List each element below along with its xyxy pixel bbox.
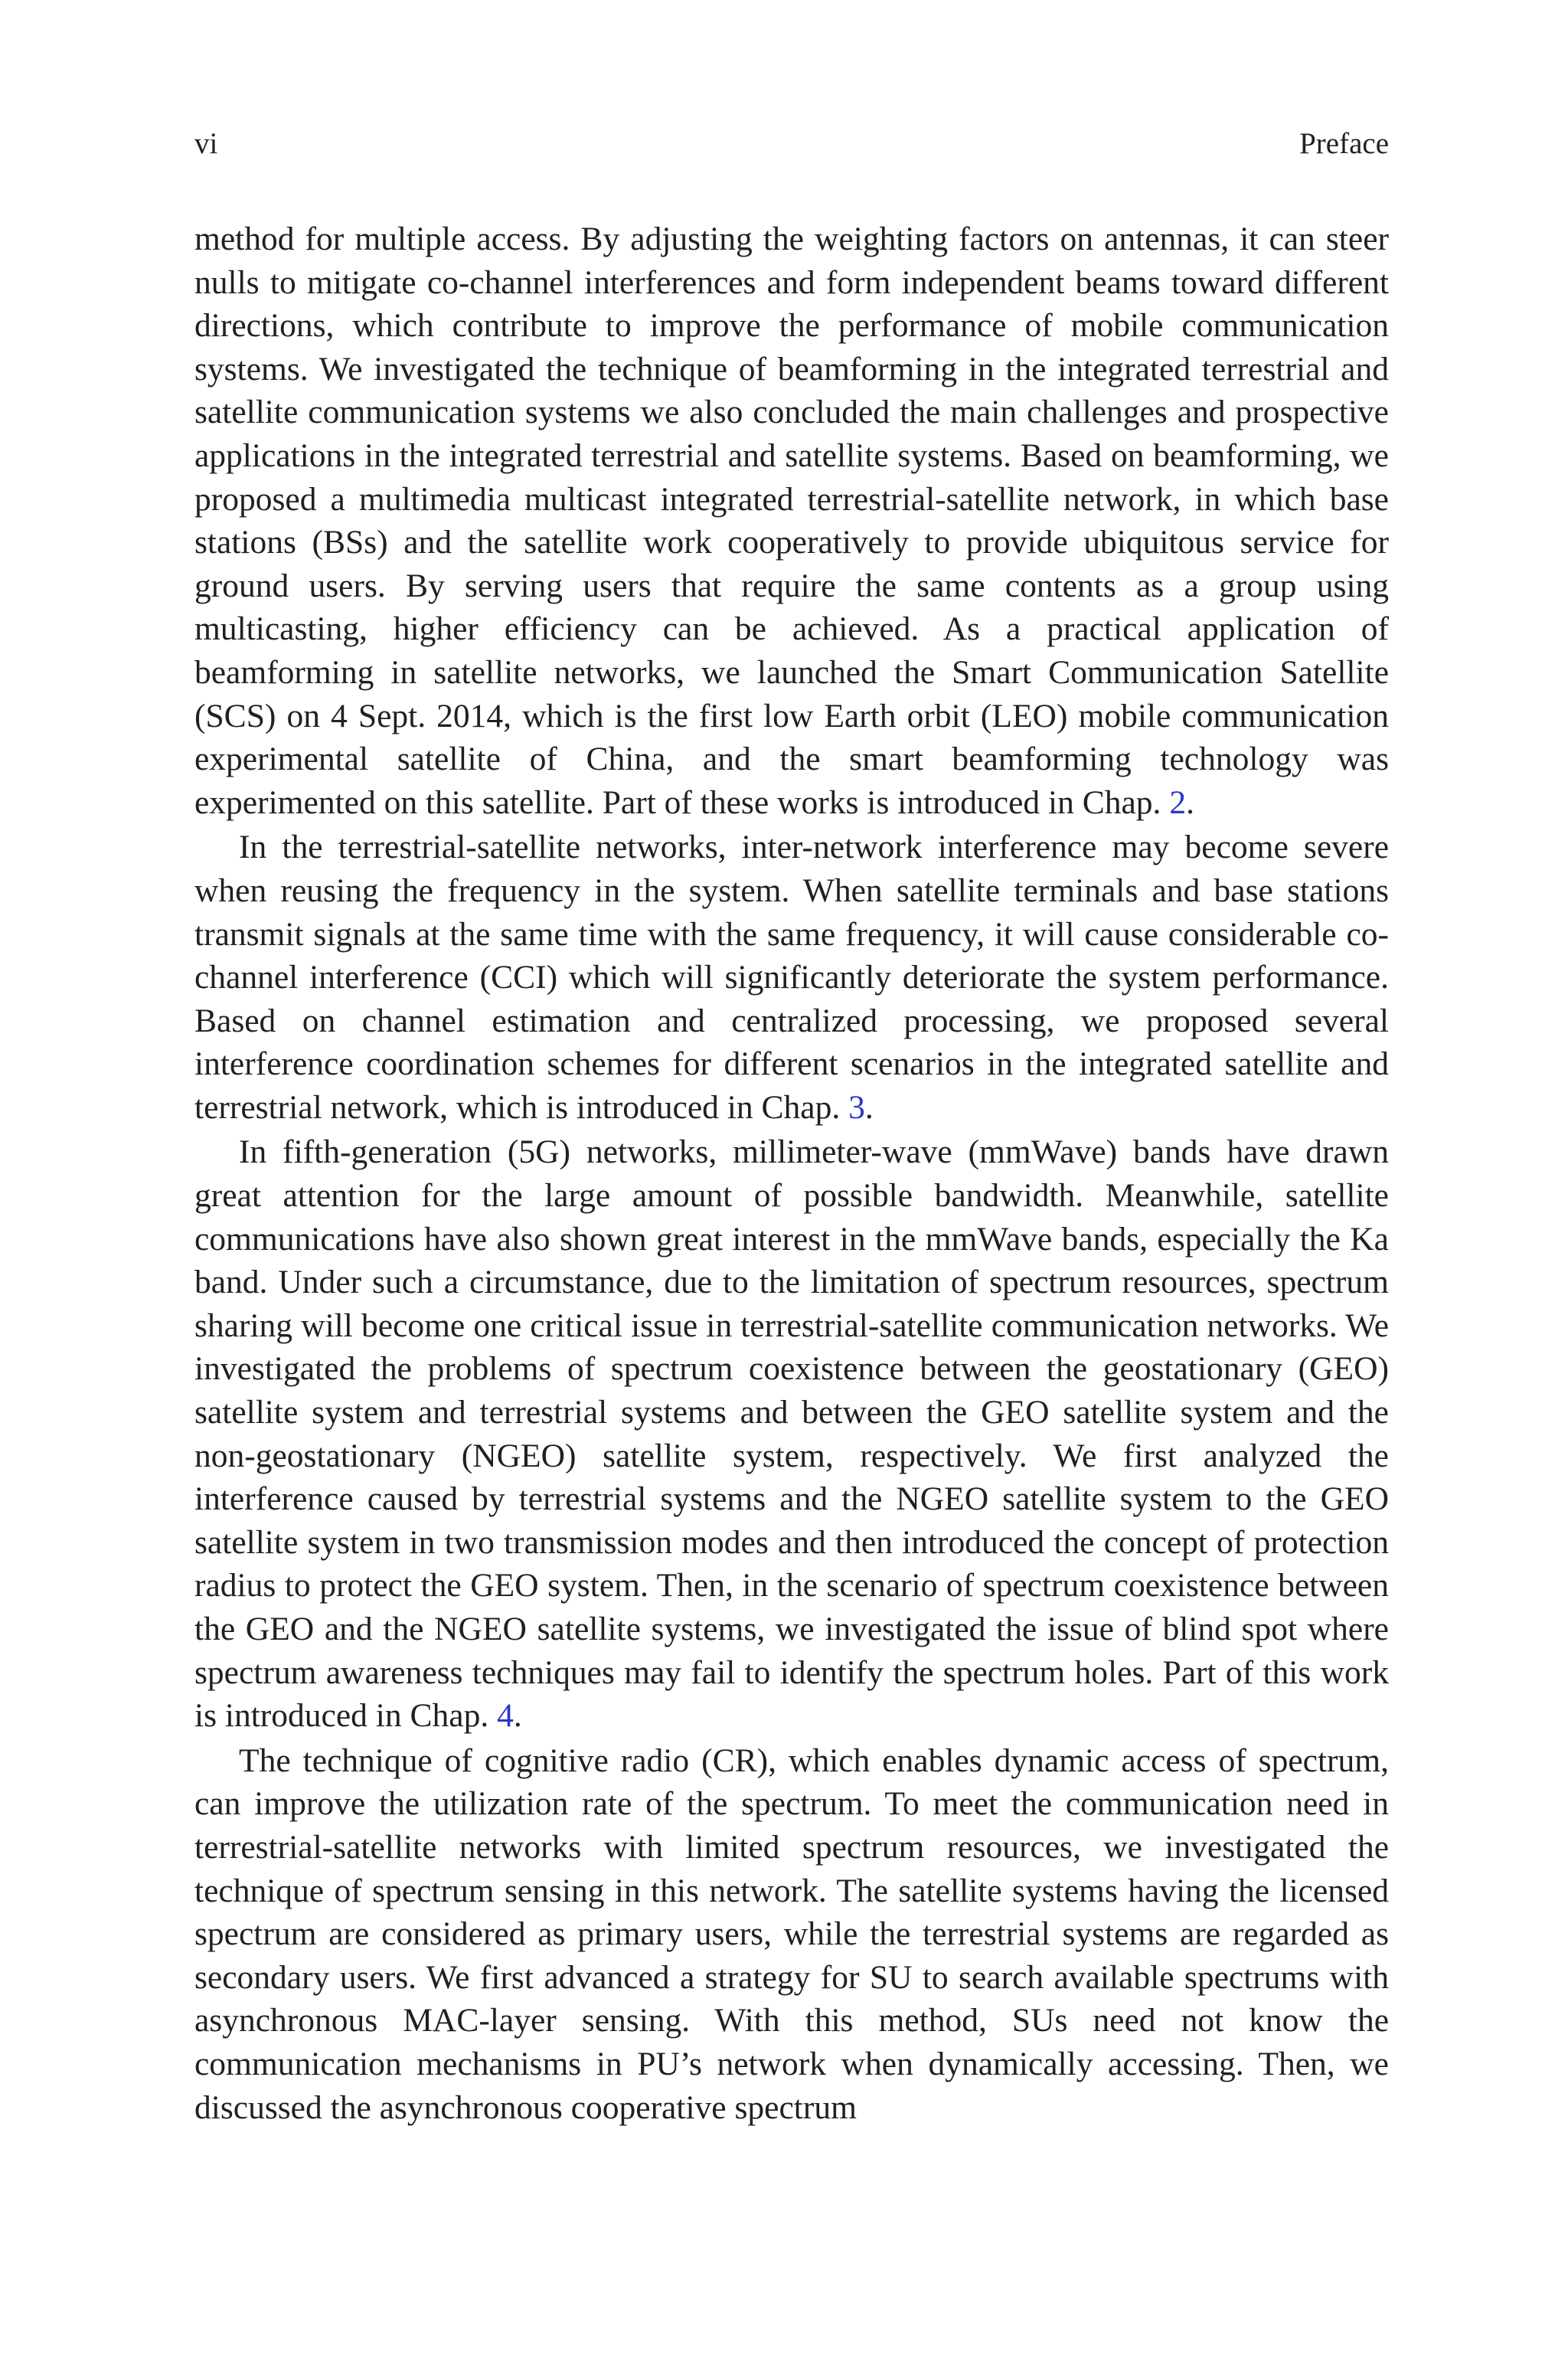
paragraph-text-end: . [864,1088,874,1126]
paragraph-text: In fifth-generation (5G) networks, millimeter-wave (mmWave) bands have drawn great attention for the large amount of possible bandwidth. Meanwhile, satellite communications have also shown great interest in the mmWave bands, especially the Ka band. Under such a circumstance, due to the limitation of spectrum resources, spectrum sharing will become one critical issue in terrestrial-satellite communication networks. We investigated the problems of spectrum coexistence between the geostationary (GEO) satellite system and terrestrial systems and between the GEO satellite system and the non-geostationary (NGEO) satellite system, respectively. We first analyzed the interference caused by terrestrial systems and the NGEO satellite system to the GEO satellite system in two transmission modes and then introduced the concept of protection radius to protect the GEO system. Then, in the scenario of spectrum coexistence between the GEO and the NGEO satellite systems, we investigated the issue of blind spot where spectrum awareness techniques may fail to identify the spectrum holes. Part of this work is introduced in Chap. [194,1133,1389,1735]
paragraph-beamforming [194,218,1389,824]
running-header [194,123,1389,165]
paragraph-text: The technique of cognitive radio (CR), which enables dynamic access of spectrum, can improve the utilization rate of the spectrum. To meet the communication need in terrestrial-satellite networks with limited spectrum resources, we investigated the technique of spectrum sensing in this network. The satellite systems having the licensed spectrum are considered as primary users, while the terrestrial systems are regarded as secondary users. We first advanced a strategy for SU to search available spectrums with asynchronous MAC-layer sensing. With this method, SUs need not know the communication mechanisms in PU’s network when dynamically accessing. Then, we discussed the asynchronous cooperative spectrum [194,1742,1389,2126]
page-number: vi [194,127,218,160]
chapter-link-3[interactable]: 3 [848,1088,865,1126]
chapter-link-4[interactable]: 4 [497,1697,514,1735]
running-title: Preface [1299,127,1389,160]
paragraph-text: In the terrestrial-satellite networks, inter-network interference may become severe when reusing the frequency in the system. When satellite terminals and base stations transmit signals at the same time with the same frequency, it will cause considerable co-channel interference (CCI) which will significantly deteriorate the system performance. Based on channel estimation and centralized processing, we proposed several interference coordination schemes for different scenarios in the integrated satellite and terrestrial network, which is introduced in Chap. [194,829,1389,1126]
body-text [194,218,1389,2131]
paragraph-spectrum-sharing [194,1130,1389,1737]
chapter-link-2[interactable]: 2 [1169,783,1187,821]
paragraph-cognitive-radio [194,1739,1389,2129]
paragraph-interference [194,826,1389,1129]
paragraph-text-end: . [513,1697,522,1735]
paragraph-text: method for multiple access. By adjusting the weighting factors on antennas, it can steer nulls to mitigate co-channel interferences and form independent beams toward different directions, which contribute to improve the performance of mobile communication systems. We investigated the technique of beamforming in the integrated terrestrial and satellite communication systems we also concluded the main challenges and prospective applications in the integrated terrestrial and satellite systems. Based on beamforming, we proposed a multimedia multicast integrated terrestrial-satellite network, in which base stations (BSs) and the satellite work cooperatively to provide ubiquitous service for ground users. By serving users that require the same contents as a group using multicasting, higher efficiency can be achieved. As a practical application of beamforming in satellite networks, we launched the Smart Communication Satellite (SCS) on 4 Sept. 2014, which is the first low Earth orbit (LEO) mobile communication experimental satellite of China, and the smart beamforming technology was experimented on this satellite. Part of these works is introduced in Chap. [194,221,1389,821]
paragraph-text-end: . [1186,783,1194,821]
